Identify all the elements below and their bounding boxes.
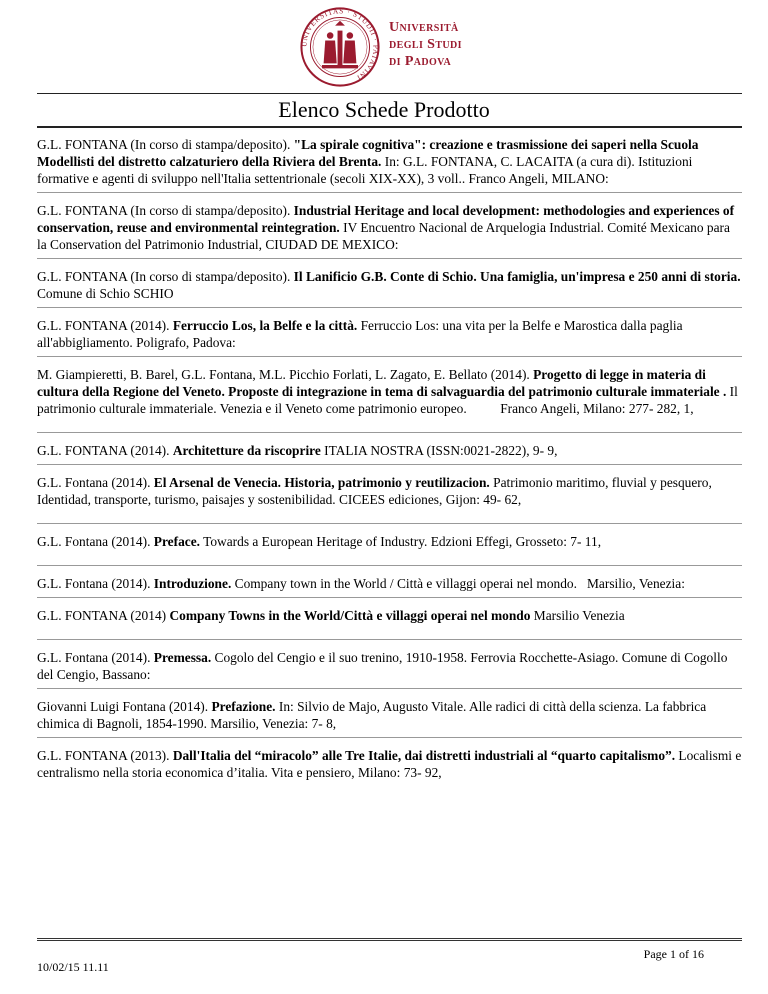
entry-authors: G.L. FONTANA (In corso di stampa/deposito).: [37, 203, 294, 218]
product-entry: [37, 649, 742, 683]
entry-separator: [37, 258, 742, 259]
university-name: [389, 19, 462, 70]
entry-separator: [37, 307, 742, 308]
entry-source: In: Silvio de Majo, Augusto Vitale. Alle radici di città della scienza. La fabbrica chimica di Bagnoli, 1854-1990. Marsilio, Venezia: 7- 8,: [37, 699, 710, 731]
entry-source: Towards a European Heritage of Industry. Edzioni Effegi, Grosseto: 7- 11,: [200, 534, 602, 549]
entry-authors: G.L. Fontana (2014).: [37, 576, 154, 591]
product-entry: [37, 575, 742, 592]
product-entry: [37, 747, 745, 781]
entry-separator: [37, 464, 742, 465]
entry-title: Dall'Italia del “miracolo” alle Tre Italie, dai distretti industriali al “quarto capitalismo”.: [172, 748, 676, 763]
entry-source: Company town in the World / Città e villaggi operai nel mondo. Marsilio, Venezia:: [231, 576, 685, 591]
header-divider: [37, 93, 742, 94]
entry-source: Ferruccio Los: una vita per la Belfe e Marostica dalla paglia all'abbigliamento. Poligrafo, Padova:: [37, 318, 686, 350]
product-entry: [37, 268, 742, 302]
entry-authors: G.L. FONTANA (2014).: [37, 443, 173, 458]
entry-title: Prefazione.: [211, 699, 276, 714]
entry-title: Progetto di legge in materia di cultura della Regione del Veneto. Proposte di integrazione in tema di salvaguardia del patrimonio culturale immateriale .: [37, 367, 727, 399]
entry-separator: [37, 523, 742, 524]
entry-authors: G.L. FONTANA (In corso di stampa/deposito).: [37, 269, 294, 284]
footer-page-number: Page 1 of 16: [643, 947, 704, 961]
product-entry: [37, 442, 742, 459]
entry-source: Il patrimonio culturale immateriale. Venezia e il Veneto come patrimonio europeo. Franco Angeli, Milano: 277- 282, 1,: [37, 384, 742, 416]
page-header: [0, 0, 768, 95]
entry-title: "La spirale cognitiva": creazione e trasmissione dei saperi nella Scuola Modellisti del distretto calzaturiero della Riviera del Brenta.: [37, 137, 699, 169]
entry-title: El Arsenal de Venecia. Historia, patrimonio y reutilizacion.: [153, 475, 490, 490]
entry-source: IV Encuentro Nacional de Arquelogia Industrial. Comité Mexicano para la Conservation del Patrimonio Industrial, CIUDAD DE MEXICO:: [37, 220, 734, 252]
entry-separator: [37, 688, 742, 689]
entry-source: Marsilio Venezia: [530, 608, 625, 623]
title-divider: [37, 126, 742, 128]
university-name-line-1: Università: [389, 20, 459, 35]
product-entry: [37, 698, 742, 732]
product-entry: [37, 136, 742, 187]
entry-authors: G.L. Fontana (2014).: [37, 650, 154, 665]
entry-separator: [37, 565, 742, 566]
entry-authors: G.L. FONTANA (2014).: [37, 318, 173, 333]
entry-authors: M. Giampieretti, B. Barel, G.L. Fontana, M.L. Picchio Forlati, L. Zagato, E. Bellato (2014).: [37, 367, 534, 382]
entry-separator: [37, 639, 742, 640]
entry-authors: G.L. Fontana (2014).: [37, 534, 154, 549]
entry-title: Company Towns in the World/Città e villaggi operai nel mondo: [169, 608, 531, 623]
page-title: Elenco Schede Prodotto: [278, 97, 490, 122]
entry-title: Premessa.: [153, 650, 212, 665]
entry-source: Cogolo del Cengio e il suo trenino, 1910-1958. Ferrovia Rocchette-Asiago. Comune di Cogollo del Cengio, Bassano:: [37, 650, 731, 682]
entry-authors: G.L. FONTANA (In corso di stampa/deposito).: [37, 137, 294, 152]
product-entry: [37, 366, 742, 417]
entry-authors: Giovanni Luigi Fontana (2014).: [37, 699, 212, 714]
entry-source: Patrimonio maritimo, fluvial y pesquero, Identidad, transporte, turismo, paisajes y sostenibilidad. CICEES ediciones, Gijon: 49- 62,: [37, 475, 716, 507]
svg-text:UNIVERSITAS · STUDII · PATAVIN: UNIVERSITAS · STUDII · PATAVINI: [299, 6, 381, 83]
entry-title: Preface.: [153, 534, 200, 549]
entry-separator: [37, 356, 742, 357]
entry-source: In: G.L. FONTANA, C. LACAITA (a cura di). Istituzioni formative e agenti di sviluppo nell'Italia settentrionale (secoli XIX-XX), 3 voll.. Franco Angeli, MILANO:: [37, 154, 696, 186]
entry-title: Industrial Heritage and local development: methodologies and experiences of conservation, reuse and environmental reintegration.: [37, 203, 735, 235]
entry-authors: G.L. Fontana (2014).: [37, 475, 154, 490]
entry-title: Introduzione.: [153, 576, 232, 591]
entry-source: ITALIA NOSTRA (ISSN:0021-2822), 9- 9,: [320, 443, 558, 458]
product-entry: [37, 474, 742, 508]
entry-source: Comune di Schio SCHIO: [37, 269, 744, 301]
university-name-line-3: di Padova: [389, 54, 452, 69]
product-entry: [37, 607, 742, 624]
product-entry: [37, 202, 742, 253]
entry-separator: [37, 432, 742, 433]
footer-divider: [37, 938, 742, 941]
entry-separator: [37, 597, 742, 598]
product-list: [37, 136, 745, 781]
entry-title: Il Lanificio G.B. Conte di Schio. Una famiglia, un'impresa e 250 anni di storia.: [293, 269, 741, 284]
entry-source: Localismi e centralismo nella storia economica d’italia. Vita e pensiero, Milano: 73- 92,: [37, 748, 745, 780]
entry-authors: G.L. FONTANA (2014): [37, 608, 170, 623]
entry-authors: G.L. FONTANA (2013).: [37, 748, 173, 763]
footer-timestamp: 10/02/15 11.11: [37, 960, 109, 974]
product-entry: [37, 533, 742, 550]
entry-title: Architetture da riscoprire: [172, 443, 321, 458]
entry-separator: [37, 192, 742, 193]
entry-separator: [37, 737, 742, 738]
university-seal-logo: [299, 6, 381, 88]
university-name-line-2: degli Studi: [389, 37, 462, 52]
product-entry: [37, 317, 742, 351]
entry-title: Ferruccio Los, la Belfe e la città.: [172, 318, 358, 333]
